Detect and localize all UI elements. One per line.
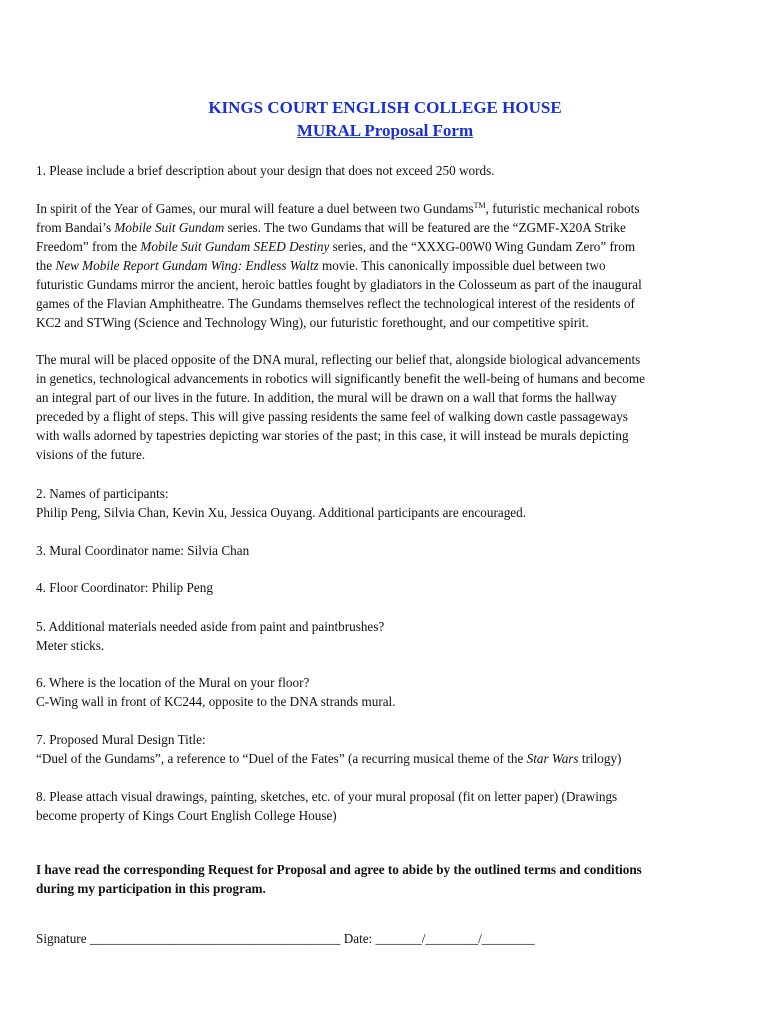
italic-star-wars: Star Wars: [526, 751, 579, 766]
paragraph-line: KC2 and STWing (Science and Technology Wing), our futuristic forethought, and our competitive spirit.: [36, 315, 589, 330]
form-title: KINGS COURT ENGLISH COLLEGE HOUSE: [208, 98, 562, 117]
paragraph-line: Freedom” from the Mobile Suit Gundam SEED Destiny series, and the “XXXG-00W0 Wing Gundam Zero” from: [36, 239, 636, 254]
paragraph-line: futuristic Gundams mirror the ancient, heroic battles fought by gladiators in the Colosseum as part of the inaugural: [36, 277, 642, 292]
question-2: [36, 484, 736, 522]
paragraph-line: with walls adorned by tapestries depicting war stories of the past; in this case, it will instead be murals depicting: [36, 428, 629, 443]
question-1-prompt: 1. Please include a brief description about your design that does not exceed 250 words.: [36, 163, 495, 178]
mural-coordinator: 3. Mural Coordinator name: Silvia Chan: [36, 543, 250, 558]
question-7-prompt: 7. Proposed Mural Design Title:: [36, 732, 206, 747]
paragraph-line: visions of the future.: [36, 447, 146, 462]
paragraph-line: The mural will be placed opposite of the DNA mural, reflecting our belief that, alongside biological advancements: [36, 352, 641, 367]
form-subtitle: MURAL Proposal Form: [296, 121, 474, 140]
question-4: [36, 578, 736, 597]
question-8-line: become property of Kings Court English College House): [36, 808, 337, 823]
agreement-line: during my participation in this program.: [36, 881, 266, 896]
paragraph-line: from Bandai’s Mobile Suit Gundam series. The two Gundams that will be featured are the “ZGMF-X20A Strike: [36, 220, 626, 235]
italic-movie-title: New Mobile Report Gundam Wing: Endless Waltz: [55, 258, 319, 273]
description-paragraph-2: [36, 350, 736, 464]
question-2-prompt: 2. Names of participants:: [36, 486, 169, 501]
paragraph-line: in genetics, technological advancements in robotics will significantly benefit the well-being of humans and become: [36, 371, 646, 386]
agreement-statement: [36, 860, 736, 898]
paragraph-line: preceded by a flight of steps. This will give passing residents the same feel of walking down castle passageways: [36, 409, 628, 424]
signature-field[interactable]: Signature ______________________________________ Date: _______/________/________: [36, 931, 535, 946]
paragraph-line: In spirit of the Year of Games, our mural will feature a duel between two Gundams™, futuristic mechanical robots: [36, 201, 640, 216]
question-5-prompt: 5. Additional materials needed aside from paint and paintbrushes?: [36, 619, 385, 634]
question-3: [36, 541, 736, 560]
question-6-prompt: 6. Where is the location of the Mural on your floor?: [36, 675, 310, 690]
italic-series-title: Mobile Suit Gundam SEED Destiny: [140, 239, 330, 254]
paragraph-line: games of the Flavian Amphitheatre. The Gundams themselves reflect the technological interest of the residents of: [36, 296, 635, 311]
description-paragraph-1: [36, 199, 736, 332]
design-title-answer: “Duel of the Gundams”, a reference to “Duel of the Fates” (a recurring musical theme of the Star Wars trilogy): [36, 751, 622, 766]
location-answer: C-Wing wall in front of KC244, opposite to the DNA strands mural.: [36, 694, 396, 709]
question-8: [36, 787, 736, 825]
paragraph-line: the New Mobile Report Gundam Wing: Endless Waltz movie. This canonically impossible duel between two: [36, 258, 606, 273]
question-5: [36, 617, 736, 655]
participants-answer: Philip Peng, Silvia Chan, Kevin Xu, Jessica Ouyang. Additional participants are encouraged.: [36, 505, 527, 520]
paragraph-line: an integral part of our lives in the future. In addition, the mural will be drawn on a wall that forms the hallway: [36, 390, 617, 405]
agreement-line: I have read the corresponding Request for Proposal and agree to abide by the outlined terms and conditions: [36, 862, 642, 877]
trademark-symbol: TM: [473, 201, 486, 210]
question-8-line: 8. Please attach visual drawings, painting, sketches, etc. of your mural proposal (fit on letter paper) (Drawings: [36, 789, 618, 804]
floor-coordinator: 4. Floor Coordinator: Philip Peng: [36, 580, 213, 595]
question-6: [36, 673, 736, 711]
materials-answer: Meter sticks.: [36, 638, 105, 653]
question-7: [36, 730, 736, 768]
signature-date-line[interactable]: [36, 929, 736, 948]
italic-series-title: Mobile Suit Gundam: [114, 220, 225, 235]
